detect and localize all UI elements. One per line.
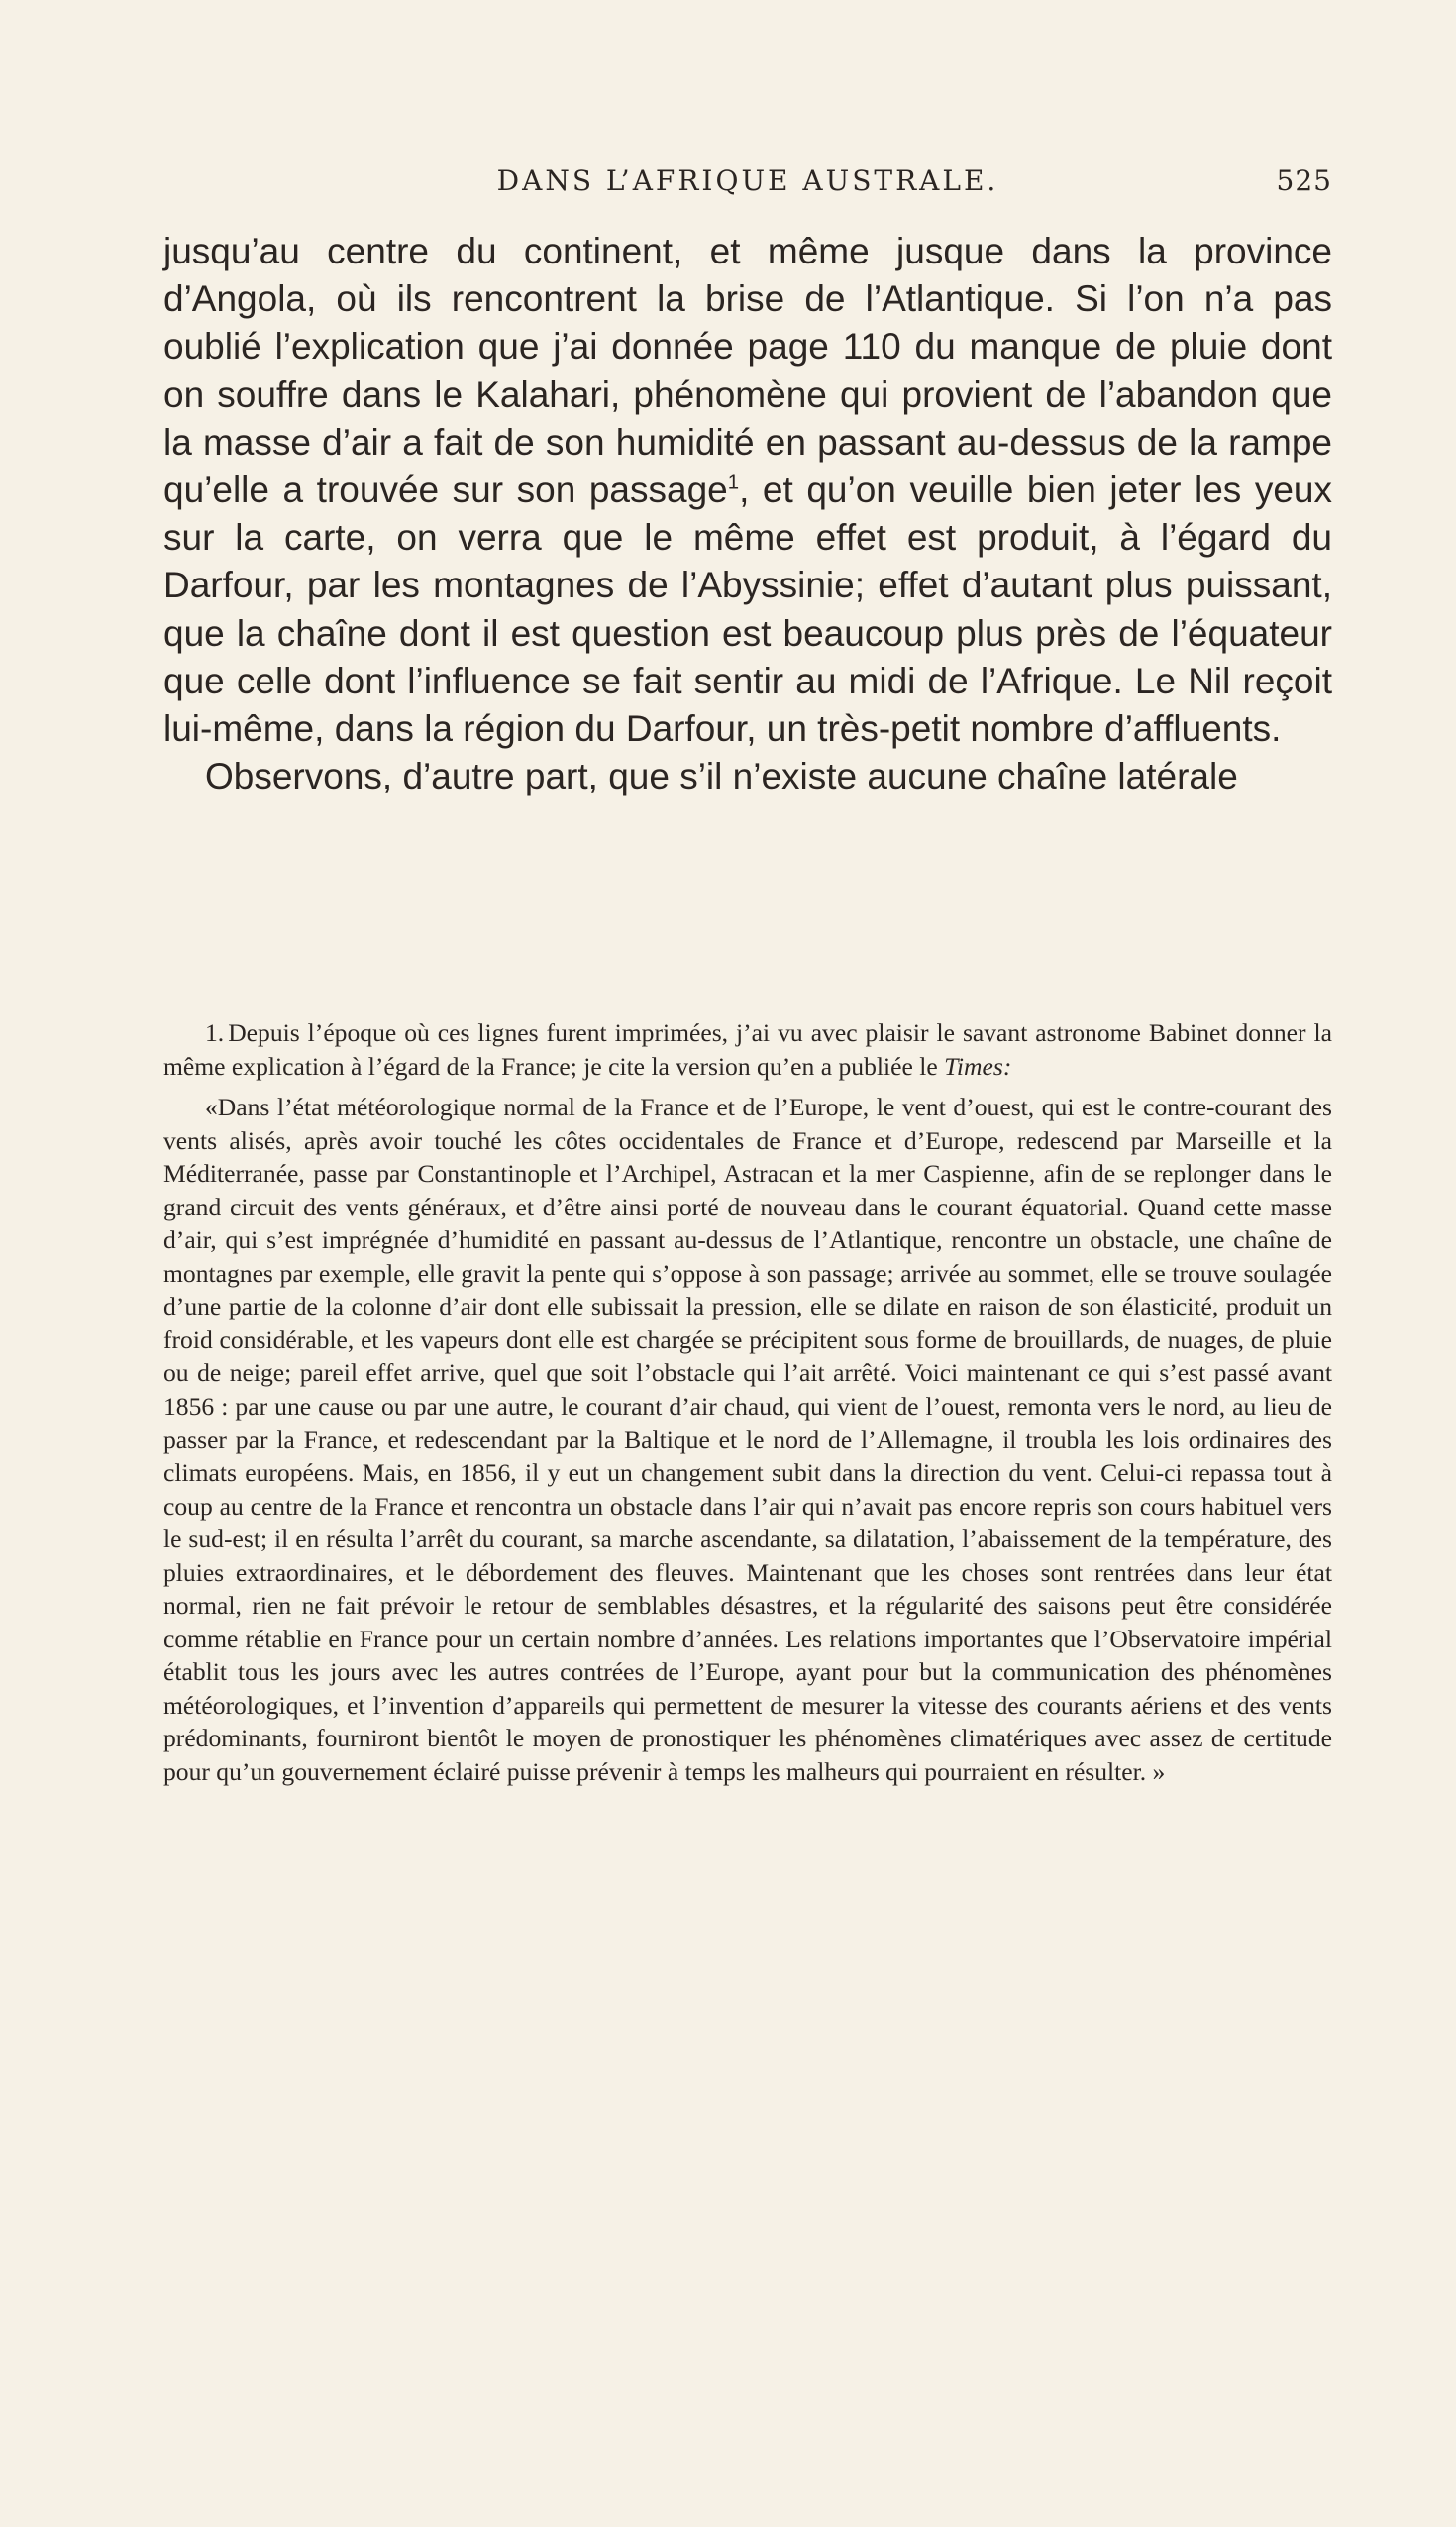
footnote-reference: 1 xyxy=(727,472,740,494)
paragraph-text: , et qu’on veuille bien jeter les yeux sur la carte, on verra que le même effet est produit, à l’égard du Darfour, par les montagnes de l’Abyssinie; effet d’autant plus puissant, que la chaîne dont il est question est beaucoup plus près de l’équateur que celle dont l’influence se fait sentir au midi de l’Afrique. Le Nil reçoit lui-même, dans la région du Darfour, un très-petit nombre d’affluents. xyxy=(163,470,1332,750)
page-number: 525 xyxy=(1276,164,1332,197)
running-head: DANS L’AFRIQUE AUSTRALE. xyxy=(496,164,999,197)
footnote xyxy=(163,1016,1332,1789)
footnote-intro xyxy=(163,1016,1332,1083)
main-text xyxy=(163,228,1332,800)
paragraph: Observons, d’autre part, que s’il n’existe aucune chaîne latérale xyxy=(205,756,1238,797)
page-header xyxy=(163,164,1332,204)
footnote-source: Times: xyxy=(944,1051,1012,1081)
paragraph-text: jusqu’au centre du continent, et même jusque dans la province d’Angola, où ils rencontrent la brise de l’Atlantique. Si l’on n’a pas oublié l’explication que j’ai donnée page 110 du manque de pluie dont on souffre dans le Kalahari, phénomène qui provient de l’abandon que la masse d’air a fait de son humidité en passant au-dessus de la rampe qu’elle a trouvée sur son passage xyxy=(163,231,1332,511)
paragraph xyxy=(163,228,1332,753)
footnote-intro-text: Depuis l’époque où ces lignes furent imprimées, j’ai vu avec plaisir le savant astronome Babinet donner la même explication à l’égard de la France; je cite la version qu’en a publiée le xyxy=(163,1018,1332,1081)
footnote-quote: «Dans l’état météorologique normal de la France et de l’Europe, le vent d’ouest, qui est le contre-courant des vents alisés, après avoir touché les côtes occidentales de France et d’Europe, redescend par Marseille et la Méditerranée, passe par Constantinople et l’Archipel, Astracan et la mer Caspienne, afin de se replonger dans le grand circuit des vents généraux, et d’être ainsi porté de nouveau dans le courant équatorial. Quand cette masse d’air, qui s’est imprégnée d’humidité en passant au-dessus de l’Atlantique, rencontre un obstacle, une chaîne de montagnes par exemple, elle gravit la pente qui s’oppose à son passage; arrivée au sommet, elle se trouve soulagée d’une partie de la colonne d’air dont elle subissait la pression, elle se dilate en raison de son élasticité, produit un froid considérable, et les vapeurs dont elle est chargée se précipitent sous forme de brouillards, de nuages, de pluie ou de neige; pareil effet arrive, quel que soit l’obstacle qui l’ait arrêté. Voici maintenant ce qui s’est passé avant 1856 : par une cause ou par une autre, le courant d’air chaud, qui vient de l’ouest, remonta vers le nord, au lieu de passer par la France, et redescendant par la Baltique et le nord de l’Allemagne, il troubla les lois ordinaires des climats européens. Mais, en 1856, il y eut un changement subit dans la direction du vent. Celui-ci repassa tout à coup au centre de la France et rencontra un obstacle dans l’air qui n’avait pas encore repris son cours habituel vers le sud-est; il en résulta l’arrêt du courant, sa marche ascendante, sa dilatation, l’abaissement de la température, des pluies extraordinaires, et le débordement des fleuves. Maintenant que les choses sont rentrées dans leur état normal, rien ne fait prévoir le retour de semblables désastres, et la régularité des saisons peut être considérée comme rétablie en France pour un certain nombre d’années. Les relations importantes que l’Observatoire impérial établit tous les jours avec les autres contrées de l’Europe, ayant pour but la communication des phénomènes météorologiques, et l’invention d’appareils qui permettent de mesurer la vitesse des courants aériens et des vents prédominants, fourniront bientôt le moyen de pronostiquer les phénomènes climatériques avec assez de certitude pour qu’un gouvernement éclairé puisse prévenir à temps les malheurs qui pourraient en résulter. » xyxy=(163,1093,1332,1787)
footnote-marker: 1. xyxy=(205,1018,225,1047)
